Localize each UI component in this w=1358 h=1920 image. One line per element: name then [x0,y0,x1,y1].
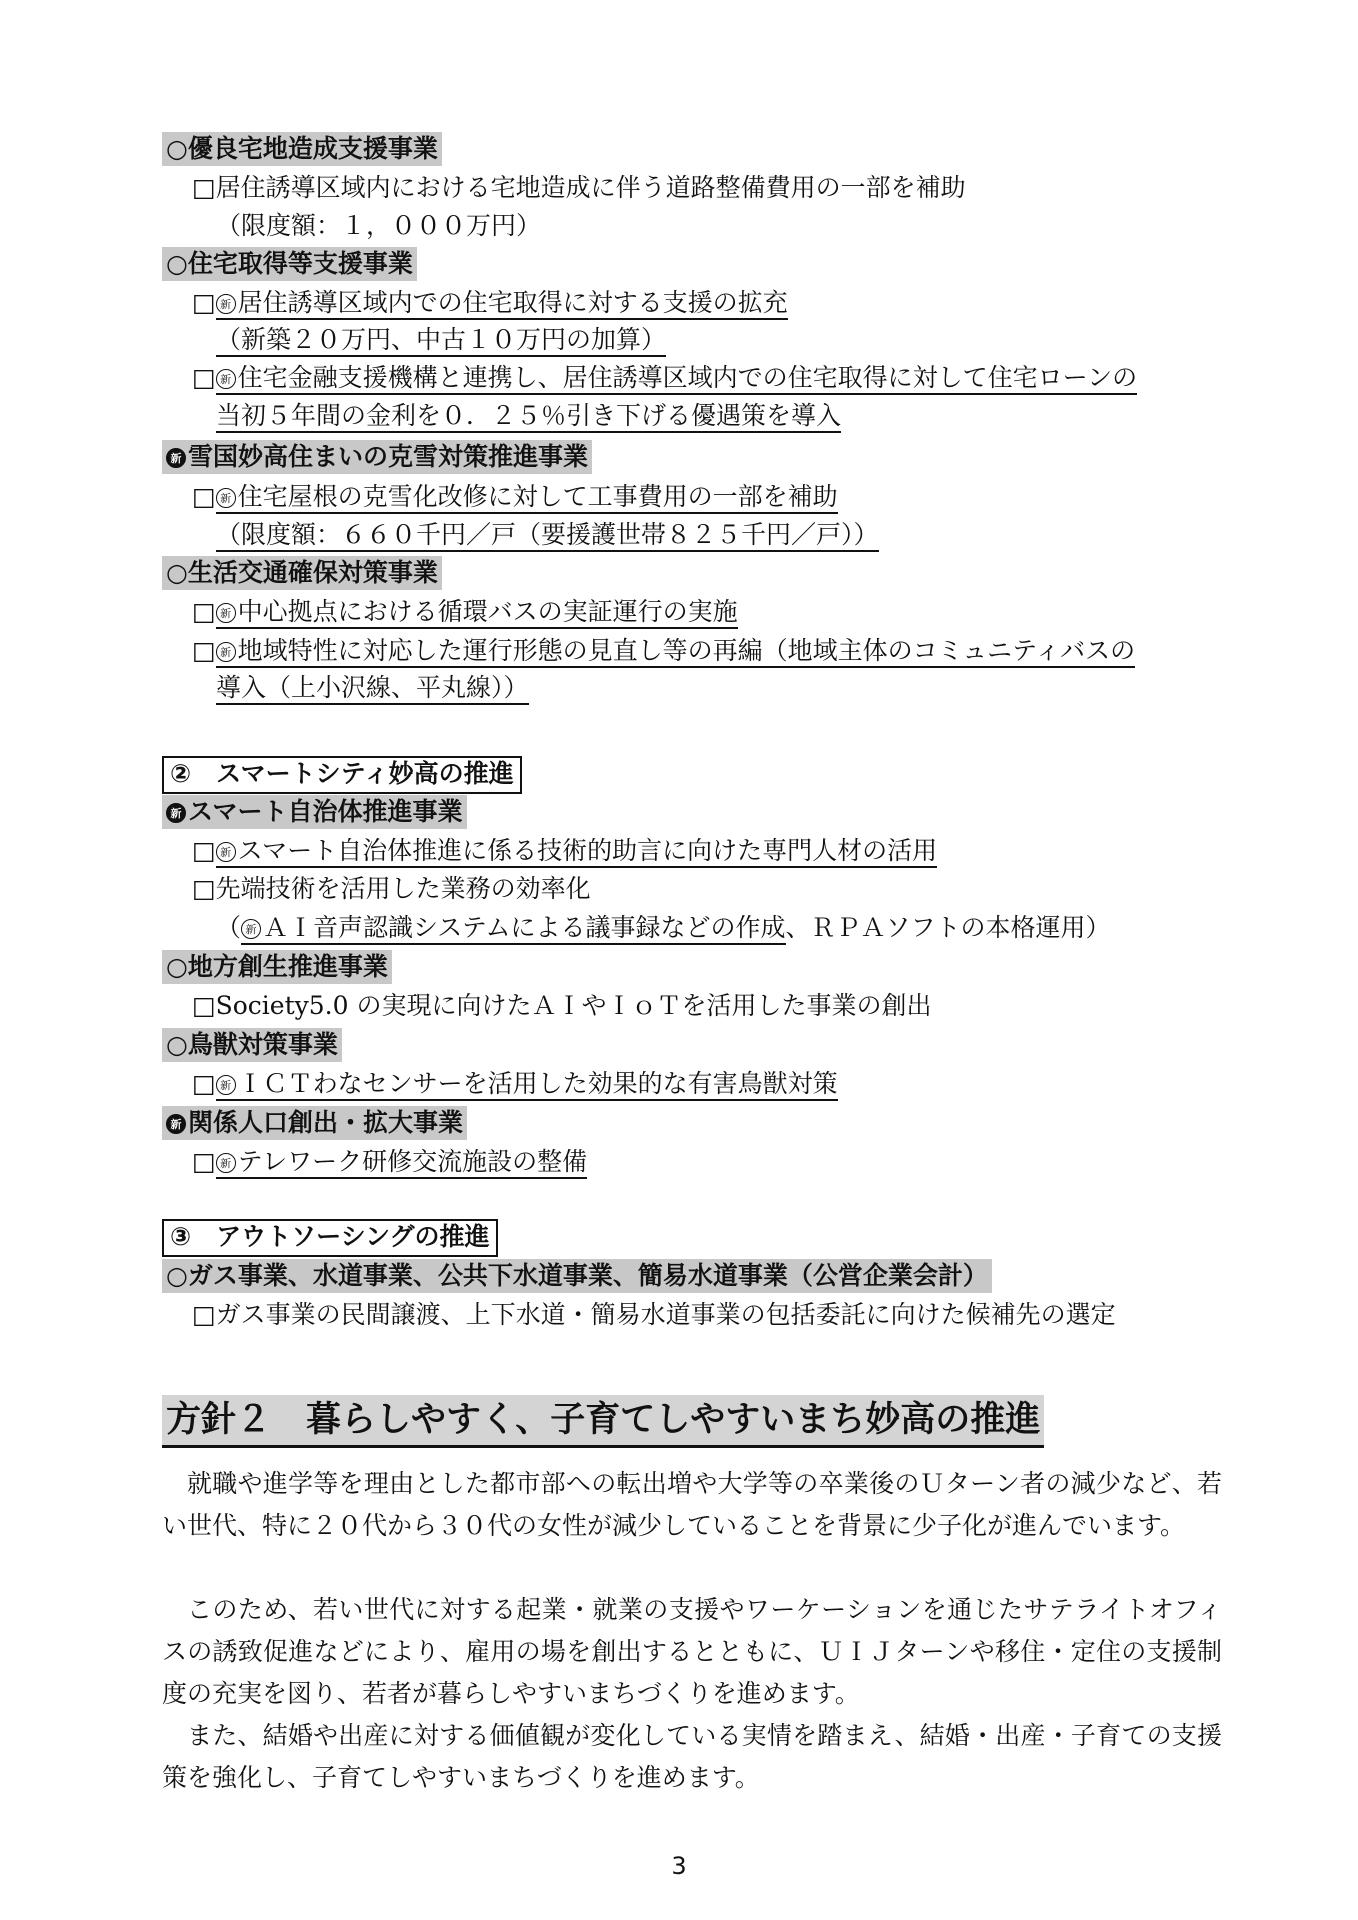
heading-seikatsu-kotsu: ○生活交通確保対策事業 [162,556,442,590]
heading-chiho-sosei: ○地方創生推進事業 [162,950,392,984]
item-sentan-gijutsu: □先端技術を活用した業務の効率化 [192,874,591,903]
paragraph-2: このため、若い世代に対する起業・就業の支援やワーケーションを通じたサテライトオフィスの誘致促進などにより、雇用の場を創出するとともに、ＵＩＪターンや移住・定住の支援制度の充実を図り、若者が暮らしやすいまちづくりを進めます。 [162,1595,1222,1708]
paragraph-3: また、結婚や出産に対する価値観が変化している実情を踏まえ、結婚・出産・子育ての支援策を強化し、子育てしやすいまちづくりを進めます。 [162,1721,1222,1792]
new-mark-icon: 新 [166,1114,186,1134]
new-mark-icon: 新 [216,842,236,862]
heading-kankei-jinko: 新 関係人口創出・拡大事業 [162,1106,467,1140]
item-kokusetsu-limit: （限度額：６６０千円／戸（要援護世帯８２５千円／戸）） [216,518,879,552]
item-shutoku-kasan: （新築２０万円、中古１０万円の加算） [216,323,666,357]
heading-yuryo-takuchi: ○優良宅地造成支援事業 [162,132,442,166]
new-mark-icon: 新 [216,603,236,623]
item-junkan-bus: □ 新 中心拠点における循環バスの実証運行の実施 [192,595,738,629]
heading-jutaku-shutoku: ○住宅取得等支援事業 [162,247,417,281]
item-community-bus: □ 新 地域特性に対応した運行形態の見直し等の再編（地域主体のコミュニティバスの [192,634,1135,668]
new-mark-icon: 新 [216,1153,236,1173]
new-mark-icon: 新 [216,294,236,314]
new-mark-icon: 新 [216,369,236,389]
item-jutaku-loan-cont: 当初５年間の金利を０．２５％引き下げる優遇策を導入 [216,399,841,433]
section-title-smart-city: ② スマートシティ妙高の推進 [162,756,522,794]
item-community-bus-cont: 導入（上小沢線、平丸線）） [216,671,529,705]
section-title-outsourcing: ③ アウトソーシングの推進 [162,1219,498,1257]
heading-smart-jichitai: 新 スマート自治体推進事業 [162,795,467,829]
item-ict-wana: □ 新 ＩＣＴわなセンサーを活用した効果的な有害鳥獣対策 [192,1067,838,1101]
new-mark-icon: 新 [216,642,236,662]
item-jutaku-loan: □ 新 住宅金融支援機構と連携し、居住誘導区域内での住宅取得に対して住宅ローンの [192,361,1137,395]
item-senmon-jinzai: □ 新 スマート自治体推進に係る技術的助言に向けた専門人材の活用 [192,834,937,868]
item-kokusetsu-kaishu: □ 新 住宅屋根の克雪化改修に対して工事費用の一部を補助 [192,480,838,514]
item-gas-joto: □ガス事業の民間譲渡、上下水道・簡易水道事業の包括委託に向けた候補先の選定 [192,1300,1116,1329]
heading-koei-kigyo: ○ガス事業、水道事業、公共下水道事業、簡易水道事業（公営企業会計） [162,1259,992,1293]
item-telework: □ 新 テレワーク研修交流施設の整備 [192,1145,587,1179]
policy-2-title: 方針２ 暮らしやすく、子育てしやすいまち妙高の推進 [162,1395,1044,1448]
new-mark-icon: 新 [166,448,186,468]
item-ai-rpa: （ 新 ＡＩ音声認識システムによる議事録などの作成、ＲＰＡソフトの本格運用） [216,911,1111,945]
new-mark-icon: 新 [216,1075,236,1095]
paragraph-1: 就職や進学等を理由とした都市部への転出増や大学等の卒業後のＵターン者の減少など、若い世代、特に２０代から３０代の女性が減少していることを背景に少子化が進んでいます。 [162,1469,1222,1540]
item-shutoku-kakuju: □ 新 居住誘導区域内での住宅取得に対する支援の拡充 [192,286,788,320]
heading-chouju-taisaku: ○鳥獣対策事業 [162,1028,342,1062]
new-mark-icon: 新 [166,803,186,823]
new-mark-icon: 新 [216,488,236,508]
heading-kokusetsu: 新 雪国妙高住まいの克雪対策推進事業 [162,440,592,474]
new-mark-icon: 新 [241,919,261,939]
item-takuchi-limit: （限度額：１，０００万円） [216,211,542,240]
item-takuchi-zosei: □居住誘導区域内における宅地造成に伴う道路整備費用の一部を補助 [192,173,966,202]
item-society5: □Society5.0 の実現に向けたＡＩやＩｏＴを活用した事業の創出 [192,991,932,1020]
page-number: 3 [671,1852,687,1880]
